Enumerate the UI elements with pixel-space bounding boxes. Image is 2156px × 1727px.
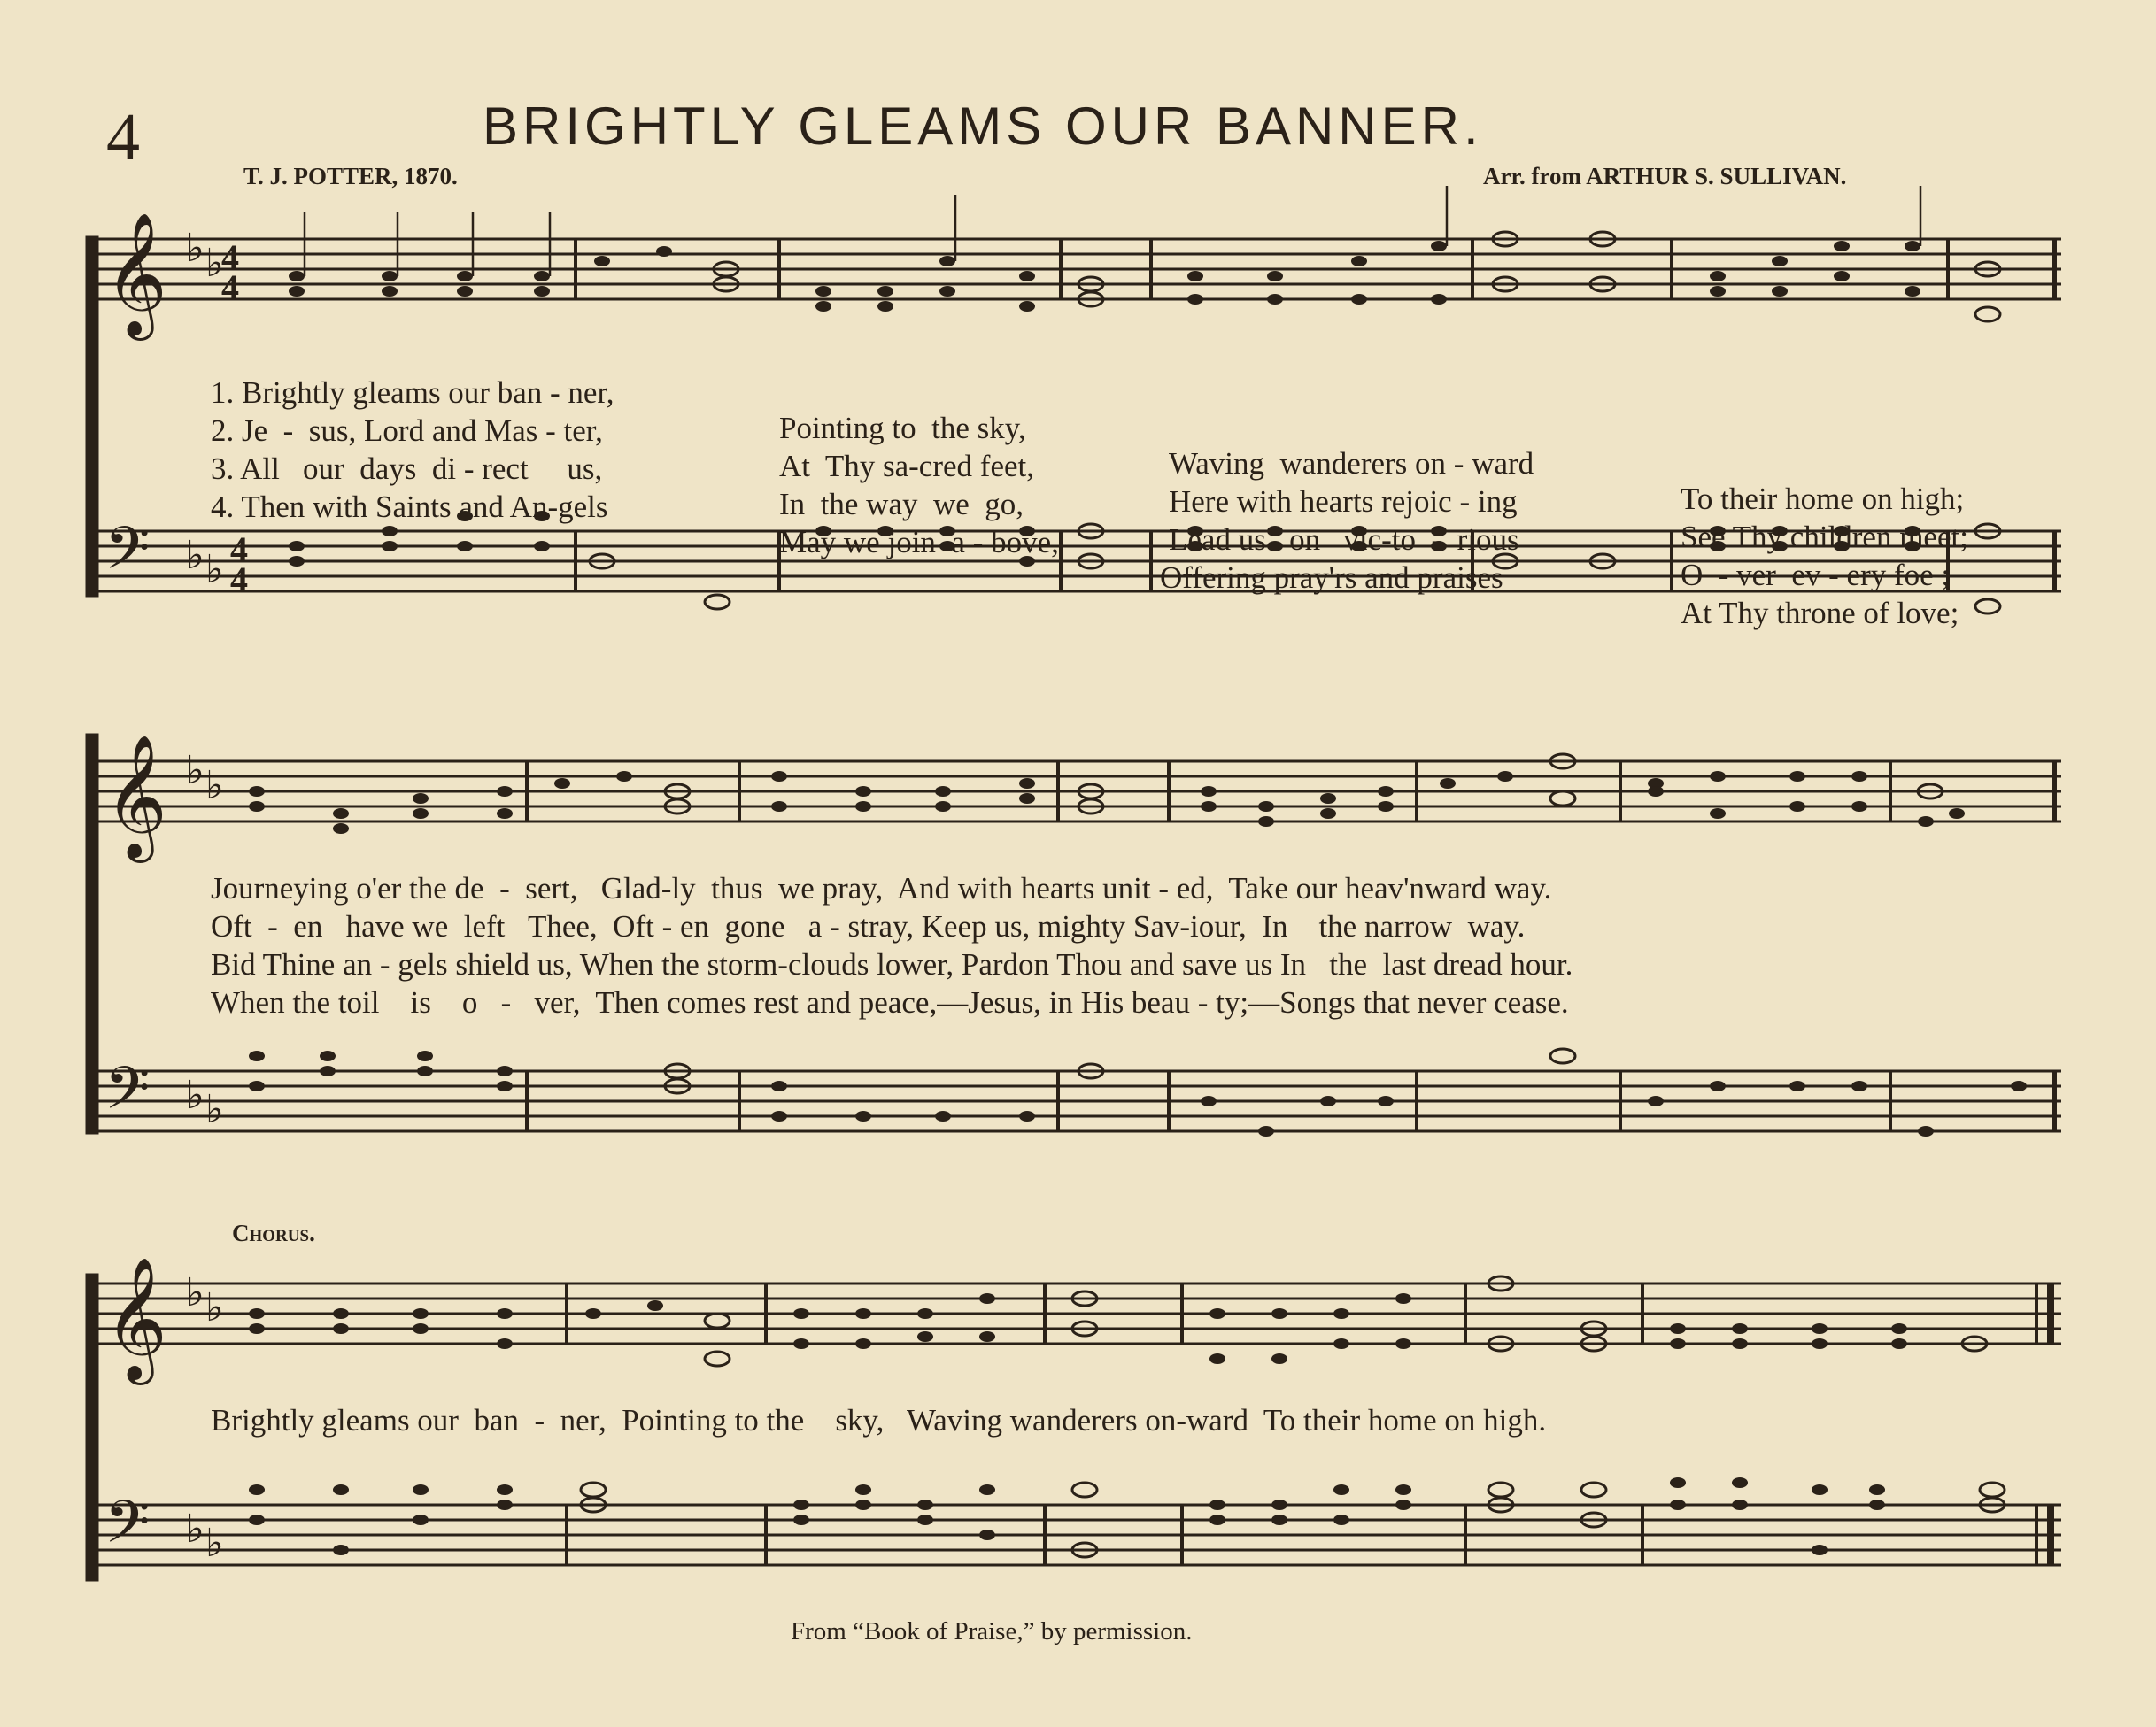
verse-3-line: 3. All our days di - rect us, In the way we go, Lead us on vic-to - rious O - ver ev - ery foe ; [211,451,1951,592]
flat-icon: ♭ [205,1285,224,1330]
hymn-title: BRIGHTLY GLEAMS OUR BANNER. [483,96,1483,156]
page-number: 4 [106,100,140,174]
bass-clef-icon: 𝄢 [104,1488,151,1570]
system-bracket [87,1275,97,1580]
verse-1-line-2: Journeying o'er the de - sert, Glad-ly thus we pray, And with hearts unit - ed, Take our heav'nward way. [211,871,1552,906]
time-signature: 4 [221,237,239,277]
flat-icon: ♭ [186,533,205,578]
verse-2-line: 2. Je - sus, Lord and Mas - ter, At Thy sa-cred feet, Here with hearts rejoic - ing See Thy children meet; [211,413,1968,554]
flat-icon: ♭ [205,241,224,286]
flat-icon: ♭ [205,1087,224,1132]
barlines [527,761,2054,1131]
treble-clef-icon: 𝄞 [104,1257,167,1380]
bass-staff [97,1071,2061,1131]
verse-1-line: 1. Brightly gleams our ban - ner, Pointing to the sky, Waving wanderers on - ward To their home on high; [211,375,1965,516]
flat-icon: ♭ [186,226,205,271]
flat-icon: ♭ [186,748,205,793]
time-signature: 4 [230,529,248,569]
time-signature: 4 [221,267,239,307]
verse-3-line-2: Bid Thine an - gels shield us, When the storm-clouds lower, Pardon Thou and save us In the last dread hour. [211,947,1573,982]
treble-clef-icon: 𝄞 [104,212,167,335]
bass-clef-icon: 𝄢 [104,514,151,597]
system-bracket [87,735,97,1133]
flat-icon: ♭ [186,1073,205,1118]
author-credit: T. J. POTTER, 1870. [243,163,458,189]
verse-4-line: 4. Then with Saints and An-gels May we join a - bove, Offering pray'rs and praises At Thy throne of love; [211,490,1959,630]
verse-4-line-2: When the toil is o - ver, Then comes rest and peace,—Jesus, in His beau - ty;—Songs that never cease. [211,985,1569,1020]
system-bracket [87,237,97,596]
chorus-label: Chorus. [232,1220,315,1246]
flat-icon: ♭ [205,1521,224,1566]
flat-icon: ♭ [186,1270,205,1315]
bass-clef-icon: 𝄢 [104,1054,151,1137]
arranger-credit: Arr. from ARTHUR S. SULLIVAN. [1483,163,1847,189]
verse-2-line-2: Oft - en have we left Thee, Oft - en gone a - stray, Keep us, mighty Sav-iour, In the narrow way. [211,909,1526,944]
time-signature: 4 [230,559,248,599]
note-stems [305,186,1920,276]
chorus-lyric: Brightly gleams our ban - ner, Pointing to the sky, Waving wanderers on-ward To their home on high. [211,1403,1547,1438]
flat-icon: ♭ [205,763,224,808]
permission-credit: From “Book of Praise,” by permission. [791,1617,1193,1646]
treble-clef-icon: 𝄞 [104,735,167,858]
flat-icon: ♭ [186,1507,205,1552]
flat-icon: ♭ [205,547,224,592]
